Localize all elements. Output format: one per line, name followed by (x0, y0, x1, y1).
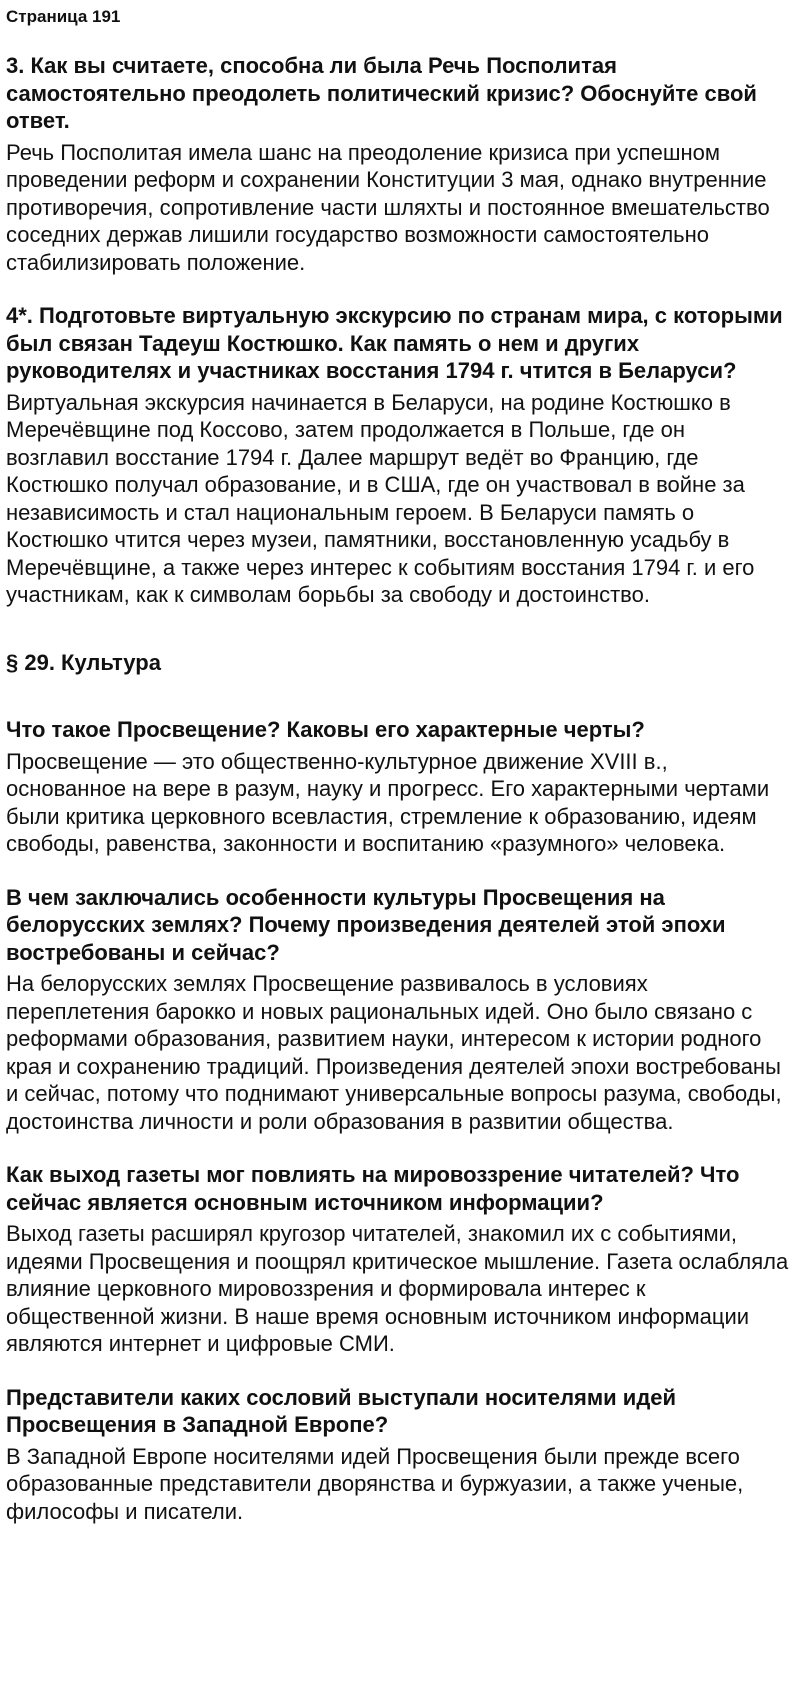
question: Как выход газеты мог повлиять на мировоззрение читателей? Что сейчас является основным источником информации? (6, 1162, 740, 1215)
question: В чем заключались особенности культуры Просвещения на белорусских землях? Почему произведения деятелей этой эпохи востребованы и сейчас? (6, 884, 726, 965)
answer: В Западной Европе носителями идей Просвещения были прежде всего образованные представители дворянства и буржуазии, а также ученые, философы и писатели. (6, 1443, 744, 1524)
answer: Речь Посполитая имела шанс на преодоление кризиса при успешном проведении реформ и сохранении Конституции 3 мая, однако внутренние противоречия, сопротивление части шляхты и постоянное вмешательство соседних держав лишили государство возможности самостоятельно стабилизировать положение. (6, 139, 770, 275)
question: Представители каких сословий выступали носителями идей Просвещения в Западной Европе? (6, 1384, 677, 1437)
answer: Виртуальная экскурсия начинается в Беларуси, на родине Костюшко в Меречёвщине под Коссово, затем продолжается в Польше, где он возглавил восстание 1794 г. Далее маршрут ведёт во Францию, где Костюшко получал образование, и в США, где он участвовал в войне за независимость и стал национальным героем. В Беларуси память о Костюшко чтится через музеи, памятники, восстановленную усадьбу в Меречёвщине, а также через интерес к событиям восстания 1794 г. и его участникам, как к символам борьбы за свободу и достоинство. (6, 389, 755, 607)
answer: На белорусских землях Просвещение развивалось в условиях переплетения барокко и новых рациональных идей. Оно было связано с реформами образования, развитием науки, интересом к истории родного края и сохранению традиций. Произведения деятелей эпохи востребованы и сейчас, потому что поднимают универсальные вопросы разума, свободы, достоинства личности и роли образования в развитии общества. (6, 971, 782, 1134)
qa-block (6, 1384, 792, 1526)
qa-block (6, 716, 792, 858)
qa-block (6, 1161, 792, 1358)
qa-block (6, 52, 792, 276)
section-title: § 29. Культура (6, 649, 161, 675)
answer: Просвещение — это общественно-культурное движение XVIII в., основанное на вере в разум, науку и прогресс. Его характерными чертами были критика церковного всевластия, стремление к образованию, идеям свободы, равенства, законности и воспитанию «разумного» человека. (6, 748, 770, 856)
answer: Выход газеты расширял кругозор читателей, знакомил их с событиями, идеями Просвещения и поощрял критическое мышление. Газета ослабляла влияние церковного мировоззрения и формировала интерес к общественной жизни. В наше время основным источником информации являются интернет и цифровые СМИ. (6, 1221, 789, 1356)
question: Что такое Просвещение? Каковы его характерные черты? (6, 717, 645, 742)
qa-block (6, 302, 792, 609)
page-title: Страница 191 (6, 7, 121, 26)
question: 4*. Подготовьте виртуальную экскурсию по странам мира, с которыми был связан Тадеуш Костюшко. Как память о нем и других руководителях и участниках восстания 1794 г. чтится в Беларуси? (6, 303, 783, 383)
qa-block (6, 884, 792, 1136)
question: 3. Как вы считаете, способна ли была Речь Посполитая самостоятельно преодолеть политический кризис? Обоснуйте свой ответ. (6, 53, 757, 133)
